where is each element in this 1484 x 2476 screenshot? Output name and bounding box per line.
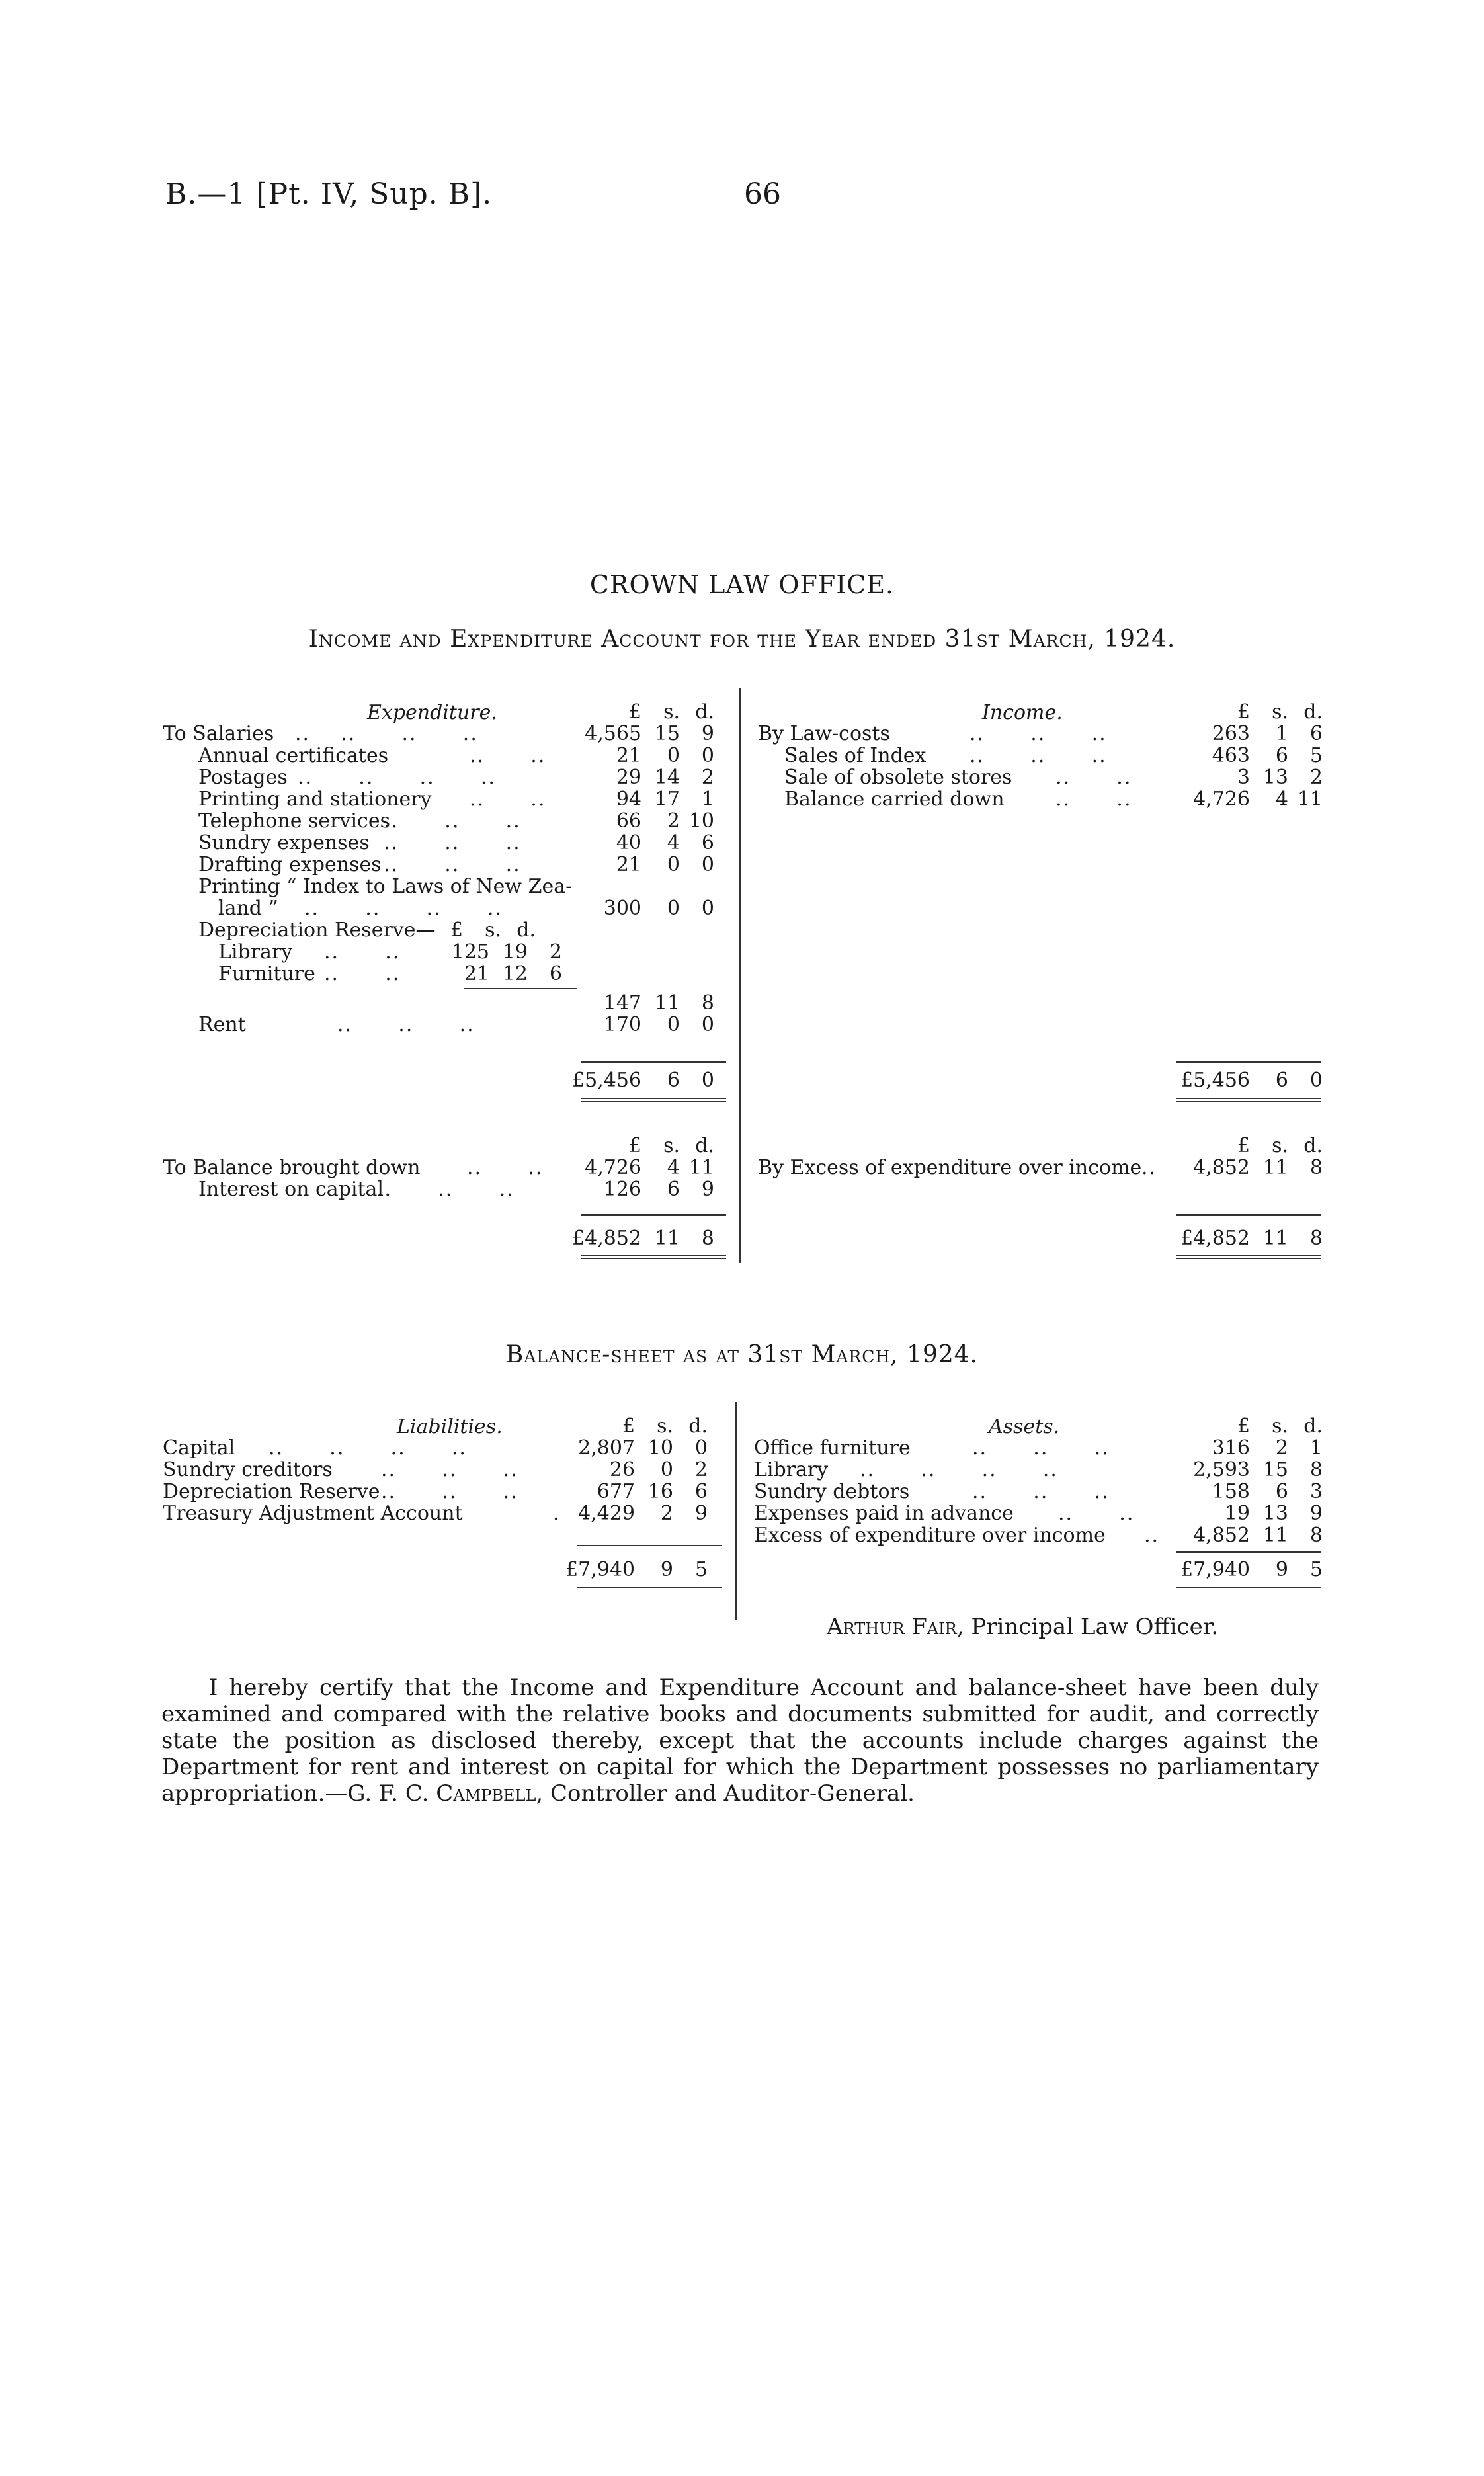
depreciation-item: Furniture .. .. bbox=[218, 962, 401, 985]
expenditure-amount: 4,565 15 9 bbox=[585, 722, 714, 745]
balance-left-double-rule bbox=[581, 1255, 726, 1256]
income-amount: 4,726 4 11 bbox=[1193, 788, 1323, 811]
liability-row: Sundry creditors .. .. .. bbox=[163, 1458, 518, 1481]
depreciation-rule bbox=[464, 988, 577, 989]
expenditure-amount: 94 17 1 bbox=[616, 788, 714, 811]
balance-left-amount: 126 6 9 bbox=[603, 1178, 714, 1201]
income-amount: 3 13 2 bbox=[1237, 766, 1323, 789]
asset-row: Office furniture .. .. .. bbox=[754, 1436, 1110, 1460]
certificate-signer-title: , Controller and Auditor-General. bbox=[536, 1780, 915, 1807]
expenditure-row: Drafting expenses .. .. .. bbox=[198, 853, 521, 876]
document-title: CROWN LAW OFFICE. bbox=[589, 570, 895, 599]
account-subtitle: Income and Expenditure Account for the Year ended 31st March, 1924. bbox=[308, 626, 1176, 653]
balance-left-total: £4,852 11 8 bbox=[572, 1227, 714, 1250]
balance-right-double-rule-2 bbox=[1176, 1258, 1321, 1259]
expenditure-row: Printing and stationery .. .. bbox=[198, 788, 546, 811]
expenditure-amount: 29 14 2 bbox=[616, 766, 714, 789]
audit-certificate bbox=[161, 1674, 1319, 1807]
asset-row: Excess of expenditure over income .. bbox=[754, 1524, 1160, 1547]
liability-amount: 4,429 2 9 bbox=[578, 1502, 708, 1525]
expenditure-row: Telephone services .. .. .. bbox=[198, 809, 521, 833]
asset-amount: 2,593 15 8 bbox=[1193, 1458, 1323, 1481]
expenditure-column-heads: £ s. d. bbox=[628, 700, 714, 723]
depreciation-total: 147 11 8 bbox=[603, 991, 714, 1014]
assets-column-heads: £ s. d. bbox=[1237, 1415, 1323, 1438]
asset-row: Expenses paid in advance .. .. bbox=[754, 1502, 1135, 1525]
income-row: Balance carried down .. .. bbox=[784, 788, 1132, 811]
liability-amount: 26 0 2 bbox=[609, 1458, 708, 1481]
depreciation-column-heads: £ s. d. bbox=[450, 919, 536, 942]
expenditure-amount: 21 0 0 bbox=[616, 744, 714, 767]
income-heading: Income. bbox=[982, 701, 1063, 724]
page-number: 66 bbox=[744, 177, 781, 211]
balance-column-heads-right: £ s. d. bbox=[1237, 1134, 1323, 1157]
income-total-double-rule bbox=[1176, 1098, 1321, 1099]
balance-right-total: £4,852 11 8 bbox=[1180, 1227, 1323, 1250]
expenditure-total-rule bbox=[581, 1061, 726, 1063]
liability-row: Treasury Adjustment Account . bbox=[163, 1502, 561, 1525]
expenditure-row: Annual certificates .. .. bbox=[198, 744, 546, 767]
depreciation-item-amount: 21 12 6 bbox=[464, 962, 562, 985]
expenditure-rent: Rent .. .. .. bbox=[198, 1013, 475, 1036]
income-amount: 463 6 5 bbox=[1212, 744, 1323, 767]
balance-left-row: Interest on capital .. .. .. bbox=[198, 1178, 515, 1201]
liability-row: Capital .. .. .. .. bbox=[163, 1436, 467, 1460]
expenditure-amount: 40 4 6 bbox=[616, 831, 714, 854]
income-row: By Law-costs .. .. .. bbox=[758, 722, 1107, 745]
income-amount: 263 1 6 bbox=[1212, 722, 1323, 745]
balance-left-double-rule-2 bbox=[581, 1258, 726, 1259]
balance-right-amount: 4,852 11 8 bbox=[1193, 1156, 1323, 1179]
assets-rule bbox=[1176, 1551, 1321, 1553]
asset-amount: 19 13 9 bbox=[1224, 1502, 1323, 1525]
signature-line bbox=[827, 1614, 1218, 1640]
expenditure-row: Sundry expenses .. .. .. bbox=[198, 831, 521, 854]
balance-sheet-divider bbox=[735, 1402, 737, 1620]
assets-heading: Assets. bbox=[989, 1415, 1060, 1438]
expenditure-amount: 300 0 0 bbox=[603, 897, 714, 920]
expenditure-total-double-rule-2 bbox=[581, 1101, 726, 1102]
expenditure-row: To Salaries .. .. .. .. bbox=[163, 722, 478, 745]
assets-double-rule bbox=[1176, 1587, 1321, 1588]
asset-row: Library .. .. .. .. bbox=[754, 1458, 1058, 1481]
page-reference: B.—1 [Pt. IV, Sup. B]. bbox=[165, 177, 493, 211]
balance-right-double-rule bbox=[1176, 1255, 1321, 1256]
income-total-double-rule-2 bbox=[1176, 1101, 1321, 1102]
signatory-title: , Principal Law Officer. bbox=[956, 1614, 1219, 1640]
liabilities-total: £7,940 9 5 bbox=[565, 1558, 708, 1581]
liabilities-heading: Liabilities. bbox=[397, 1415, 503, 1438]
certificate-text: I hereby certify that the Income and Expenditure Account and balance-sheet have been duly examined and compared with the relative books and documents submitted for audit, and correctly state the position as disclosed thereby, except that the accounts include charges against the Department for rent and interest on capital for which the Department possesses no parliamentary appropriation.— bbox=[161, 1674, 1319, 1807]
liabilities-double-rule bbox=[577, 1587, 722, 1588]
income-column-heads: £ s. d. bbox=[1237, 700, 1323, 723]
balance-right-row: By Excess of expenditure over income .. bbox=[758, 1156, 1157, 1179]
expenditure-total: £5,456 6 0 bbox=[572, 1069, 714, 1092]
expenditure-row: Postages .. .. .. .. bbox=[198, 766, 496, 789]
account-divider bbox=[739, 688, 741, 1263]
income-row: Sale of obsolete stores .. .. bbox=[784, 766, 1132, 789]
expenditure-total-double-rule bbox=[581, 1098, 726, 1099]
balance-column-heads-left: £ s. d. bbox=[628, 1134, 714, 1157]
liability-row: Depreciation Reserve .. .. .. bbox=[163, 1480, 518, 1503]
expenditure-heading: Expenditure. bbox=[367, 701, 497, 724]
liabilities-column-heads: £ s. d. bbox=[622, 1415, 708, 1438]
assets-total: £7,940 9 5 bbox=[1180, 1558, 1323, 1581]
income-total: £5,456 6 0 bbox=[1180, 1069, 1323, 1092]
expenditure-printing-line2: land ” .. .. .. .. bbox=[218, 897, 503, 920]
income-total-rule bbox=[1176, 1061, 1321, 1063]
depreciation-item: Library .. .. bbox=[218, 940, 401, 964]
balance-left-row: To Balance brought down .. .. bbox=[163, 1156, 544, 1179]
balance-left-amount: 4,726 4 11 bbox=[585, 1156, 714, 1179]
expenditure-amount: 66 2 10 bbox=[616, 809, 714, 833]
depreciation-reserve-label: Depreciation Reserve— bbox=[198, 919, 436, 942]
asset-amount: 316 2 1 bbox=[1212, 1436, 1323, 1460]
liability-amount: 2,807 10 0 bbox=[578, 1436, 708, 1460]
asset-row: Sundry debtors .. .. .. bbox=[754, 1480, 1110, 1503]
expenditure-amount: 21 0 0 bbox=[616, 853, 714, 876]
balance-right-rule bbox=[1176, 1214, 1321, 1216]
asset-amount: 4,852 11 8 bbox=[1193, 1524, 1323, 1547]
signatory-name: Arthur Fair bbox=[827, 1614, 957, 1640]
asset-amount: 158 6 3 bbox=[1212, 1480, 1323, 1503]
liabilities-rule bbox=[577, 1545, 722, 1546]
certificate-signer: G. F. C. Campbell bbox=[347, 1780, 536, 1807]
depreciation-item-amount: 125 19 2 bbox=[451, 940, 562, 964]
balance-left-rule bbox=[581, 1214, 726, 1216]
income-row: Sales of Index .. .. .. bbox=[784, 744, 1107, 767]
expenditure-amount: 170 0 0 bbox=[603, 1013, 714, 1036]
balance-sheet-title: Balance-sheet as at 31st March, 1924. bbox=[505, 1341, 979, 1368]
liability-amount: 677 16 6 bbox=[597, 1480, 708, 1503]
expenditure-printing-line1: Printing “ Index to Laws of New Zea- bbox=[198, 875, 573, 898]
